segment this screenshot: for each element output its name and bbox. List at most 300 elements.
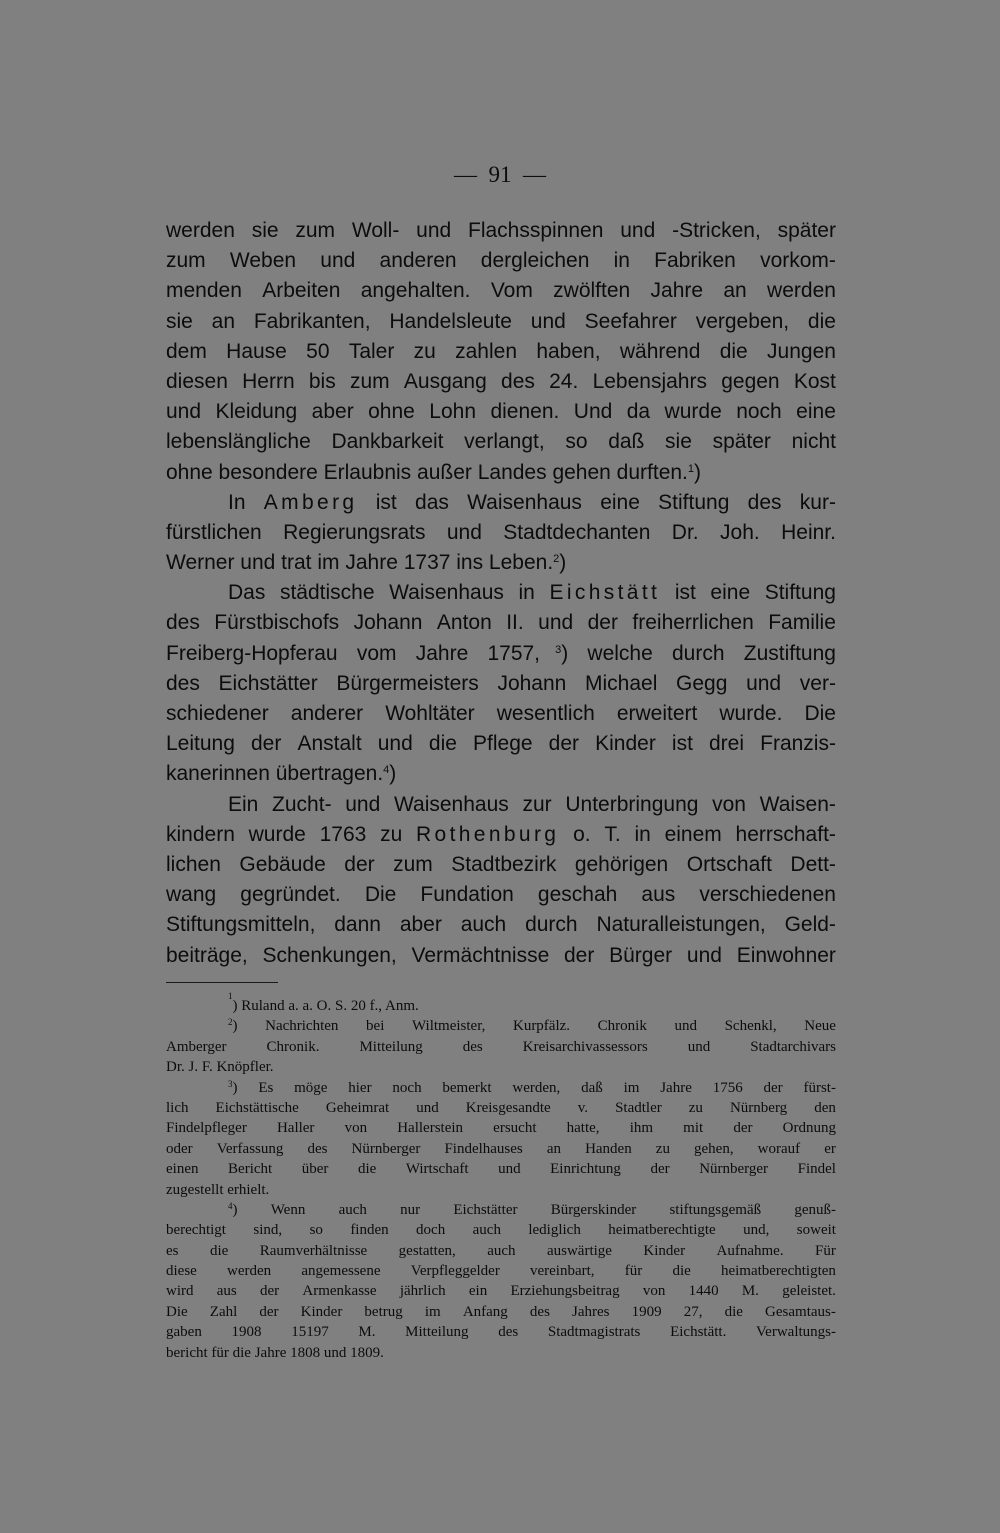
word: 27, xyxy=(683,1303,703,1320)
word: Kinder xyxy=(643,1242,686,1259)
word: Handen xyxy=(585,1140,632,1157)
word: erweitert xyxy=(616,702,698,725)
word: wurde. xyxy=(719,702,783,725)
word: wird xyxy=(166,1283,194,1300)
word: dergleichen xyxy=(480,249,590,273)
word: bei xyxy=(366,1018,385,1035)
word: 1909 xyxy=(631,1303,662,1320)
word: Zahl xyxy=(209,1303,238,1320)
word: die xyxy=(357,1161,377,1178)
footnote-line xyxy=(166,1118,836,1138)
word: Mitteilung xyxy=(359,1038,423,1055)
text-line xyxy=(166,397,836,427)
word: verschiedenen xyxy=(699,883,836,907)
word: Findel xyxy=(797,1161,836,1178)
word: zum xyxy=(393,852,433,876)
word: später xyxy=(712,430,771,454)
word: Stiftungsmitteln, xyxy=(166,913,316,937)
word: 1763 xyxy=(319,822,367,846)
word: 1908 xyxy=(231,1324,262,1341)
word: Stadtmagistrats xyxy=(547,1324,641,1341)
word: zu xyxy=(413,339,436,363)
word: mit xyxy=(683,1120,704,1137)
word: Anton xyxy=(436,611,492,635)
word: Dr. xyxy=(671,520,699,544)
word: im xyxy=(424,1303,441,1320)
word: die xyxy=(209,1242,229,1259)
word: dienen. xyxy=(490,400,560,424)
word: auch xyxy=(487,1242,516,1259)
word: Nürnberger xyxy=(351,1140,421,1157)
word: und xyxy=(498,1161,521,1178)
word: ist xyxy=(671,732,693,756)
word: und xyxy=(687,1038,711,1055)
word: und xyxy=(746,671,782,695)
word: Johann xyxy=(353,611,423,635)
word: heimatberechtigten xyxy=(720,1263,836,1280)
word: werden, xyxy=(512,1079,561,1096)
word: angemessene xyxy=(301,1263,381,1280)
word: Lebensjahrs xyxy=(592,369,707,393)
word: zur xyxy=(522,792,552,816)
word: Michael xyxy=(585,671,658,695)
footnote-text: ) Ruland a. a. O. S. 20 f., Anm. xyxy=(232,998,419,1014)
word: das xyxy=(415,490,449,514)
word: Naturalleistungen, xyxy=(596,913,766,937)
word: daß xyxy=(608,430,645,454)
word: zahlen xyxy=(455,339,518,363)
footnotes xyxy=(166,991,836,1363)
word: noch xyxy=(736,400,782,424)
word: und xyxy=(166,400,202,424)
footnote-line xyxy=(166,1241,836,1261)
word: Herrn xyxy=(242,369,295,393)
word: 24. xyxy=(549,369,579,393)
word: worauf xyxy=(757,1140,801,1157)
text-line xyxy=(166,276,836,306)
word: zwölften xyxy=(553,279,631,303)
word: Waisenhaus xyxy=(467,490,582,514)
place-name: Eichstätt xyxy=(549,581,661,605)
text-line xyxy=(166,518,836,548)
footnote-ref: $^3$) xyxy=(555,641,569,665)
word: Familie xyxy=(768,611,836,635)
word: Chronik xyxy=(597,1018,647,1035)
text-line xyxy=(166,669,836,699)
word: Leitung xyxy=(166,732,235,756)
word: zu xyxy=(688,1099,703,1116)
word: lediglich xyxy=(528,1222,581,1239)
word: freiherrlichen xyxy=(632,611,754,635)
text-line xyxy=(166,458,836,488)
word: Und xyxy=(573,400,613,424)
word: Ortschaft xyxy=(686,852,772,876)
word: Jahres xyxy=(572,1303,610,1320)
word: kindern xyxy=(166,822,235,846)
word: Gebäude xyxy=(239,852,326,876)
text-line xyxy=(166,880,836,910)
word: sind, xyxy=(253,1222,283,1239)
text-line xyxy=(166,639,836,669)
word: heimatberechtigte xyxy=(608,1222,716,1239)
word: Gesamtaus- xyxy=(765,1303,836,1320)
footnote-marker: $^2$) xyxy=(228,1017,238,1035)
word: Einrichtung xyxy=(550,1161,621,1178)
word: berechtigt xyxy=(166,1222,226,1239)
word: Stadtarchivars xyxy=(750,1038,836,1055)
word: auswärtige xyxy=(546,1242,612,1259)
word: Jungen xyxy=(767,339,836,363)
word: 15197 xyxy=(291,1324,329,1341)
word: anderer xyxy=(290,702,364,725)
place-name: Rothenburg xyxy=(416,822,560,846)
word: 1756 xyxy=(712,1079,743,1096)
word: Die xyxy=(364,883,397,907)
word: Haller xyxy=(276,1120,315,1137)
word: gestatten, xyxy=(398,1242,456,1259)
word: Stiftung xyxy=(658,490,730,514)
line-text: zugestellt erhielt. xyxy=(166,1181,270,1198)
word: auch xyxy=(472,1222,501,1239)
word: der xyxy=(548,732,580,756)
word: Eichstätter xyxy=(453,1201,518,1218)
word: ohne xyxy=(368,400,415,424)
word: Schenkungen, xyxy=(262,943,397,967)
word: der xyxy=(260,1283,280,1300)
word: ein xyxy=(468,1283,488,1300)
word: in xyxy=(518,581,535,605)
word: kur- xyxy=(799,490,836,514)
word: der xyxy=(259,1303,279,1320)
word: Freiberg-Hopferau xyxy=(166,641,338,665)
word: zu xyxy=(655,1140,670,1157)
word: Aufnahme. xyxy=(716,1242,784,1259)
word: herrschaft- xyxy=(735,822,836,846)
word: Einwohner xyxy=(736,943,836,967)
word: Flachsspinnen xyxy=(468,219,604,242)
word: Die xyxy=(166,1303,188,1320)
word: durch xyxy=(672,641,725,665)
word: an xyxy=(546,1140,561,1157)
line-text: Werner und trat im Jahre 1737 ins Leben. xyxy=(166,551,554,575)
word: ist xyxy=(375,490,397,514)
word: gaben xyxy=(166,1324,202,1341)
footnote-line xyxy=(166,1098,836,1118)
word: bemerkt xyxy=(442,1079,492,1096)
word: vom xyxy=(356,641,397,665)
footnote-line xyxy=(166,1139,836,1159)
word: ersucht xyxy=(493,1120,537,1137)
footnote-ref: $^2$) xyxy=(553,551,567,575)
word: und xyxy=(538,611,574,635)
word: Zustiftung xyxy=(743,641,836,665)
word: M. xyxy=(741,1283,759,1300)
word: wesentlich xyxy=(496,702,595,725)
word: des xyxy=(166,611,200,635)
text-line xyxy=(166,427,836,457)
word: Stadtler xyxy=(615,1099,662,1116)
word: Gegg xyxy=(676,671,728,695)
word: Amberger xyxy=(166,1038,227,1055)
word: Fürstbischofs xyxy=(214,611,340,635)
word: Anstalt xyxy=(297,732,362,756)
word: Mitteilung xyxy=(405,1324,469,1341)
word: angehalten. xyxy=(360,279,471,303)
word: Bürgerskinder xyxy=(550,1201,637,1218)
word: und xyxy=(686,943,722,967)
word: möge xyxy=(294,1079,328,1096)
word: haben, xyxy=(536,339,601,363)
word: Eichstättische xyxy=(215,1099,299,1116)
word: Franzis- xyxy=(760,732,836,756)
word: Stadtbezirk xyxy=(451,852,557,876)
word: in xyxy=(634,822,651,846)
word: Waisenhaus xyxy=(393,792,509,816)
page-number: — 91 — xyxy=(454,162,546,187)
word: Verwaltungs- xyxy=(756,1324,836,1341)
word: Kost xyxy=(793,369,836,393)
word: einen xyxy=(166,1161,199,1178)
word: Es xyxy=(258,1079,274,1096)
text-line xyxy=(166,850,836,880)
line-text: Dr. J. F. Knöpfler. xyxy=(166,1059,274,1076)
footnote-ref: $^4$) xyxy=(383,762,397,786)
word: 1440 xyxy=(688,1283,719,1300)
word: Neue xyxy=(804,1018,836,1035)
footnote-line xyxy=(166,1220,836,1240)
word: des xyxy=(529,1303,550,1320)
word: Woll- xyxy=(351,219,400,242)
word: auch xyxy=(460,913,507,937)
footnote-line xyxy=(166,1180,836,1200)
word: des xyxy=(462,1038,483,1055)
word: fürstlichen xyxy=(166,520,262,544)
word: die xyxy=(428,732,457,756)
text-line xyxy=(166,608,836,638)
word: Ordnung xyxy=(782,1120,836,1137)
word: verlangt, xyxy=(464,430,545,454)
word: Schenkl, xyxy=(724,1018,777,1035)
word: Chronik. xyxy=(266,1038,320,1055)
word: er xyxy=(824,1140,836,1157)
word: zum xyxy=(166,249,206,273)
text-line xyxy=(166,367,836,397)
text-line xyxy=(166,910,836,940)
word: in xyxy=(613,249,630,273)
word: Geheimrat xyxy=(325,1099,390,1116)
line-text: bericht für die Jahre 1808 und 1809. xyxy=(166,1344,384,1361)
word: Ausgang xyxy=(403,369,487,393)
word: Kleidung xyxy=(215,400,298,424)
word: Die xyxy=(804,702,836,725)
footnote-line xyxy=(166,1037,836,1057)
word: geleistet. xyxy=(782,1283,836,1300)
word: Seefahrer xyxy=(584,309,677,333)
word: der xyxy=(733,1120,753,1137)
word: geschah xyxy=(537,883,618,907)
word: M. xyxy=(358,1324,376,1341)
word: Bürgermeisters xyxy=(336,671,479,695)
word: Wohltäter xyxy=(385,702,475,725)
word: o. xyxy=(573,822,591,846)
word: eine xyxy=(796,400,836,424)
word: der xyxy=(251,732,282,756)
word: Verpfleggelder xyxy=(410,1263,500,1280)
word: eine xyxy=(710,581,751,605)
word: gegen xyxy=(721,369,780,393)
word: ihm xyxy=(629,1120,654,1137)
word: nur xyxy=(400,1201,421,1218)
word: im xyxy=(623,1079,640,1096)
word: Für xyxy=(815,1242,836,1259)
word: lebenslängliche xyxy=(166,430,311,454)
word: Jahre xyxy=(660,1079,692,1096)
text-line xyxy=(166,759,836,789)
footnote-line xyxy=(166,1078,836,1098)
word: genuß- xyxy=(794,1201,836,1218)
word: Kinder xyxy=(300,1303,343,1320)
word: Lohn xyxy=(429,400,476,424)
word: gegründet. xyxy=(240,883,341,907)
word: ver- xyxy=(799,671,836,695)
text-line xyxy=(166,307,836,337)
word: auch xyxy=(338,1201,367,1218)
word: betrug xyxy=(364,1303,403,1320)
word: an xyxy=(723,279,747,303)
word: Nürnberg xyxy=(729,1099,788,1116)
word: Bürger xyxy=(609,943,673,967)
word: und xyxy=(416,1099,439,1116)
footnote-marker: $^4$) xyxy=(228,1200,238,1218)
word: Vermächtnisse xyxy=(411,943,550,967)
word: zum xyxy=(295,219,336,242)
word: des xyxy=(747,490,782,514)
word: schiedener xyxy=(166,702,269,725)
word: -Stricken, xyxy=(672,219,761,242)
footnote-ref: $^1$) xyxy=(687,460,702,484)
word: beiträge, xyxy=(166,943,248,967)
word: aber xyxy=(311,400,354,424)
line-text: ohne besondere Erlaubnis außer Landes gehen durften. xyxy=(166,460,688,484)
word: der xyxy=(564,943,595,967)
word: menden xyxy=(166,279,242,303)
footnote-line xyxy=(166,1343,836,1363)
word: Kreisarchivassessors xyxy=(522,1038,648,1055)
text-line xyxy=(166,488,836,518)
word: Jahre xyxy=(650,279,704,303)
word: von xyxy=(712,792,746,816)
word: Findelpfleger xyxy=(166,1120,247,1137)
word: lich xyxy=(166,1099,189,1116)
word: die xyxy=(672,1263,691,1280)
word: der xyxy=(763,1079,783,1096)
word: diesen xyxy=(166,369,228,393)
word: werden xyxy=(166,219,235,242)
word: Erziehungsbeitrag xyxy=(510,1283,620,1300)
word: ist xyxy=(674,581,696,605)
footnote-line xyxy=(166,991,836,1016)
word: werden xyxy=(767,279,836,303)
word: der xyxy=(587,611,618,635)
word: bis xyxy=(308,369,336,393)
word: 1757, xyxy=(487,641,541,665)
word: T. xyxy=(604,822,621,846)
word: vergeben, xyxy=(695,309,790,333)
word: von xyxy=(344,1120,368,1137)
word: dann xyxy=(334,913,381,937)
word: sie xyxy=(251,219,279,242)
text-line xyxy=(166,820,836,850)
word: daß xyxy=(581,1079,603,1096)
word: fürst- xyxy=(803,1079,836,1096)
word: Vom xyxy=(490,279,533,303)
word: Raumverhältnisse xyxy=(259,1242,368,1259)
word: diese xyxy=(166,1263,197,1280)
word: Stadtdechanten xyxy=(503,520,651,544)
word: von xyxy=(642,1283,666,1300)
word: 50 xyxy=(306,339,330,363)
word: Regierungsrats xyxy=(283,520,426,544)
word: Ein xyxy=(228,792,259,816)
footnote-number: 1 xyxy=(228,991,233,1001)
word: Bericht xyxy=(228,1161,273,1178)
word: stiftungsgemäß xyxy=(669,1201,762,1218)
word: so xyxy=(309,1222,323,1239)
word: Das xyxy=(228,581,266,605)
word: jährlich xyxy=(399,1283,446,1300)
word: aber xyxy=(399,913,442,937)
word: und xyxy=(530,309,566,333)
word: des xyxy=(307,1140,328,1157)
word: und xyxy=(377,732,413,756)
word: II. xyxy=(506,611,524,635)
word: hatte, xyxy=(566,1120,600,1137)
word: und, xyxy=(743,1222,770,1239)
word: durch xyxy=(525,913,578,937)
word: Fabriken xyxy=(654,249,736,273)
text-line xyxy=(166,578,836,608)
word: Waisen- xyxy=(759,792,836,816)
word: und xyxy=(620,219,656,242)
word: zum xyxy=(349,369,390,393)
word: sie xyxy=(166,309,193,333)
word: zu xyxy=(380,822,403,846)
word: später xyxy=(777,219,836,242)
word: da xyxy=(626,400,651,424)
word: die xyxy=(807,309,836,333)
word: Kurpfälz. xyxy=(512,1018,571,1035)
word: Fabrikanten, xyxy=(253,309,371,333)
word: Hause xyxy=(226,339,287,363)
word: soweit xyxy=(796,1222,836,1239)
footnote-line xyxy=(166,1016,836,1036)
word: Hallerstein xyxy=(397,1120,464,1137)
word: Nachrichten xyxy=(265,1018,339,1035)
word: so xyxy=(565,430,588,454)
word: Jahre xyxy=(415,641,469,665)
word: werden xyxy=(227,1263,272,1280)
word: doch xyxy=(416,1222,446,1239)
word: und xyxy=(446,520,482,544)
text-line xyxy=(166,246,836,276)
word: für xyxy=(624,1263,643,1280)
word: Stiftung xyxy=(764,581,836,605)
word: Armenkasse xyxy=(302,1283,377,1300)
word: und xyxy=(674,1018,697,1035)
word: Wenn xyxy=(270,1201,306,1218)
footnote-line xyxy=(166,1057,836,1077)
word: v. xyxy=(577,1099,589,1116)
